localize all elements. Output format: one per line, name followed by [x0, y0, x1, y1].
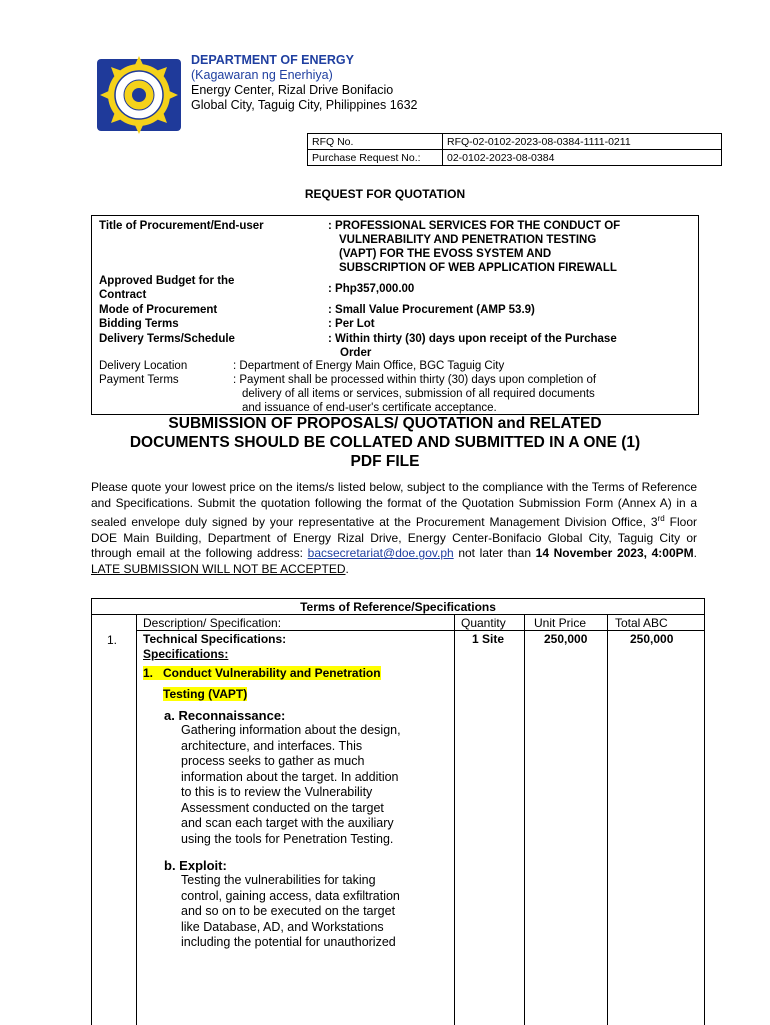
- submission-line-2: DOCUMENTS SHOULD BE COLLATED AND SUBMITTED IN A ONE (1): [129, 434, 641, 451]
- recon-line: architecture, and interfaces. This: [181, 738, 363, 753]
- payment-value-2: delivery of all items or services, submission of all required documents: [242, 388, 595, 400]
- org-name: DEPARTMENT OF ENERGY: [191, 53, 354, 67]
- bidding-value: : Per Lot: [328, 318, 375, 330]
- vapt-heading: [143, 666, 381, 680]
- col-header-unit-price: Unit Price: [534, 616, 587, 630]
- para-sup: rd: [657, 514, 665, 524]
- recon-line: Assessment conducted on the target: [181, 800, 384, 815]
- mode-value: : Small Value Procurement (AMP 53.9): [328, 304, 535, 316]
- payment-value-3: and issuance of end-user's certificate acceptance.: [242, 402, 497, 414]
- abc-label-2: Contract: [99, 289, 147, 301]
- tor-title: Terms of Reference/Specifications: [300, 600, 496, 614]
- recon-line: process seeks to gather as much: [181, 754, 365, 768]
- exploit-title: b. Exploit:: [164, 858, 227, 873]
- recon-line: and scan each target with the auxiliary: [181, 816, 394, 830]
- recon-line: Gathering information about the design,: [181, 723, 401, 737]
- reconnaissance-text: [181, 723, 401, 847]
- instructions-paragraph: [91, 480, 697, 578]
- para-text-4: .: [693, 546, 697, 561]
- title-value-3: (VAPT) FOR THE EVOSS SYSTEM AND: [339, 248, 552, 260]
- payment-label: Payment Terms: [99, 374, 179, 386]
- vapt-heading-2: [163, 687, 247, 701]
- recon-line: information about the target. In addition: [181, 769, 399, 784]
- submission-line-3: PDF FILE: [350, 453, 420, 470]
- col-header-quantity: Quantity: [461, 616, 506, 630]
- vapt-heading-line-1: Conduct Vulnerability and Penetration: [163, 666, 381, 680]
- exploit-line: and so on to be executed on the target: [181, 904, 396, 918]
- submission-notice: [60, 414, 710, 471]
- org-subtitle: (Kagawaran ng Enerhiya): [191, 68, 333, 82]
- deadline: 14 November 2023, 4:00PM: [535, 546, 694, 561]
- title-value-2: VULNERABILITY AND PENETRATION TESTING: [339, 234, 597, 246]
- exploit-line: control, gaining access, data exfiltration: [181, 888, 400, 903]
- doe-seal-logo: [97, 53, 181, 137]
- technical-specifications-label: Technical Specifications:: [143, 632, 287, 646]
- rfq-no-label: RFQ No.: [308, 134, 443, 150]
- header-divider: [136, 630, 704, 631]
- title-value-4: SUBSCRIPTION OF WEB APPLICATION FIREWALL: [339, 262, 617, 274]
- para-text-5: .: [345, 561, 349, 576]
- recon-line: using the tools for Penetration Testing.: [181, 831, 394, 846]
- payment-value-1: : Payment shall be processed within thirty (30) days upon completion of: [233, 374, 597, 386]
- address-line-2: Global City, Taguig City, Philippines 1632: [191, 98, 418, 112]
- submission-line-1: SUBMISSION OF PROPOSALS/ QUOTATION and RELATED: [168, 415, 602, 432]
- exploit-line: Testing the vulnerabilities for taking: [181, 873, 376, 887]
- col-divider-2: [454, 615, 455, 1025]
- page-title: REQUEST FOR QUOTATION: [304, 187, 466, 201]
- title-value-1: : PROFESSIONAL SERVICES FOR THE CONDUCT OF: [328, 220, 621, 232]
- delivery-value-1: : Within thirty (30) days upon receipt of the Purchase: [328, 333, 617, 345]
- terms-of-reference-table: [91, 598, 705, 1025]
- mode-label: Mode of Procurement: [99, 304, 218, 316]
- item-number: 1.: [107, 633, 118, 647]
- quantity-value: 1 Site: [472, 632, 505, 646]
- rfq-no-value: RFQ-02-0102-2023-08-0384-1111-0211: [443, 134, 722, 150]
- para-text-3: not later than: [453, 546, 536, 561]
- title-label: Title of Procurement/End-user: [99, 220, 264, 232]
- abc-label-1: Approved Budget for the: [99, 275, 235, 287]
- col-header-total-abc: Total ABC: [615, 616, 668, 630]
- address-line-1: Energy Center, Rizal Drive Bonifacio: [191, 83, 394, 97]
- reconnaissance-title: a. Reconnaissance:: [164, 708, 286, 723]
- pr-no-value: 02-0102-2023-08-0384: [443, 150, 722, 166]
- tor-divider-top: [92, 614, 704, 615]
- specifications-label: Specifications:: [143, 647, 229, 661]
- exploit-text: [181, 873, 400, 951]
- col-divider-3: [524, 615, 525, 1025]
- col-divider-1: [136, 615, 137, 1025]
- late-submission-notice: LATE SUBMISSION WILL NOT BE ACCEPTED: [91, 561, 346, 576]
- delivery-value-2: Order: [340, 347, 372, 359]
- unit-price-value: 250,000: [544, 632, 588, 646]
- rfq-number-table: [307, 133, 722, 166]
- abc-value: : Php357,000.00: [328, 283, 415, 295]
- vapt-number: 1.: [143, 666, 163, 680]
- recon-line: to this is to review the Vulnerability: [181, 785, 373, 799]
- procurement-info-box: [91, 215, 699, 415]
- col-header-description: Description/ Specification:: [143, 616, 282, 630]
- location-label: Delivery Location: [99, 360, 188, 372]
- location-value: : Department of Energy Main Office, BGC Taguig City: [233, 360, 505, 372]
- exploit-line: like Database, AD, and Workstations: [181, 919, 384, 934]
- exploit-line: including the potential for unauthorized: [181, 935, 396, 949]
- pr-no-label: Purchase Request No.:: [308, 150, 443, 166]
- bidding-label: Bidding Terms: [99, 318, 179, 330]
- vapt-heading-line-2: Testing (VAPT): [163, 687, 248, 701]
- email-link[interactable]: bacsecretariat@doe.gov.ph: [307, 546, 454, 561]
- para-text-1: Please quote your lowest price on the items/s listed below, subject to the compliance with the Terms of Reference and Specifications. Submit the quotation following the format of the Quotation Submission Form (Annex A) in a sealed envelope duly signed by your representative at the Procurement Management Division Office, 3: [91, 480, 697, 530]
- total-abc-value: 250,000: [630, 632, 674, 646]
- para-text-2: Floor DOE Main Building, Department of Energy Rizal Drive, Energy Center-Bonifacio Global City, Taguig City or through email at the following address:: [91, 515, 697, 561]
- col-divider-4: [607, 615, 608, 1025]
- delivery-label: Delivery Terms/Schedule: [99, 333, 235, 345]
